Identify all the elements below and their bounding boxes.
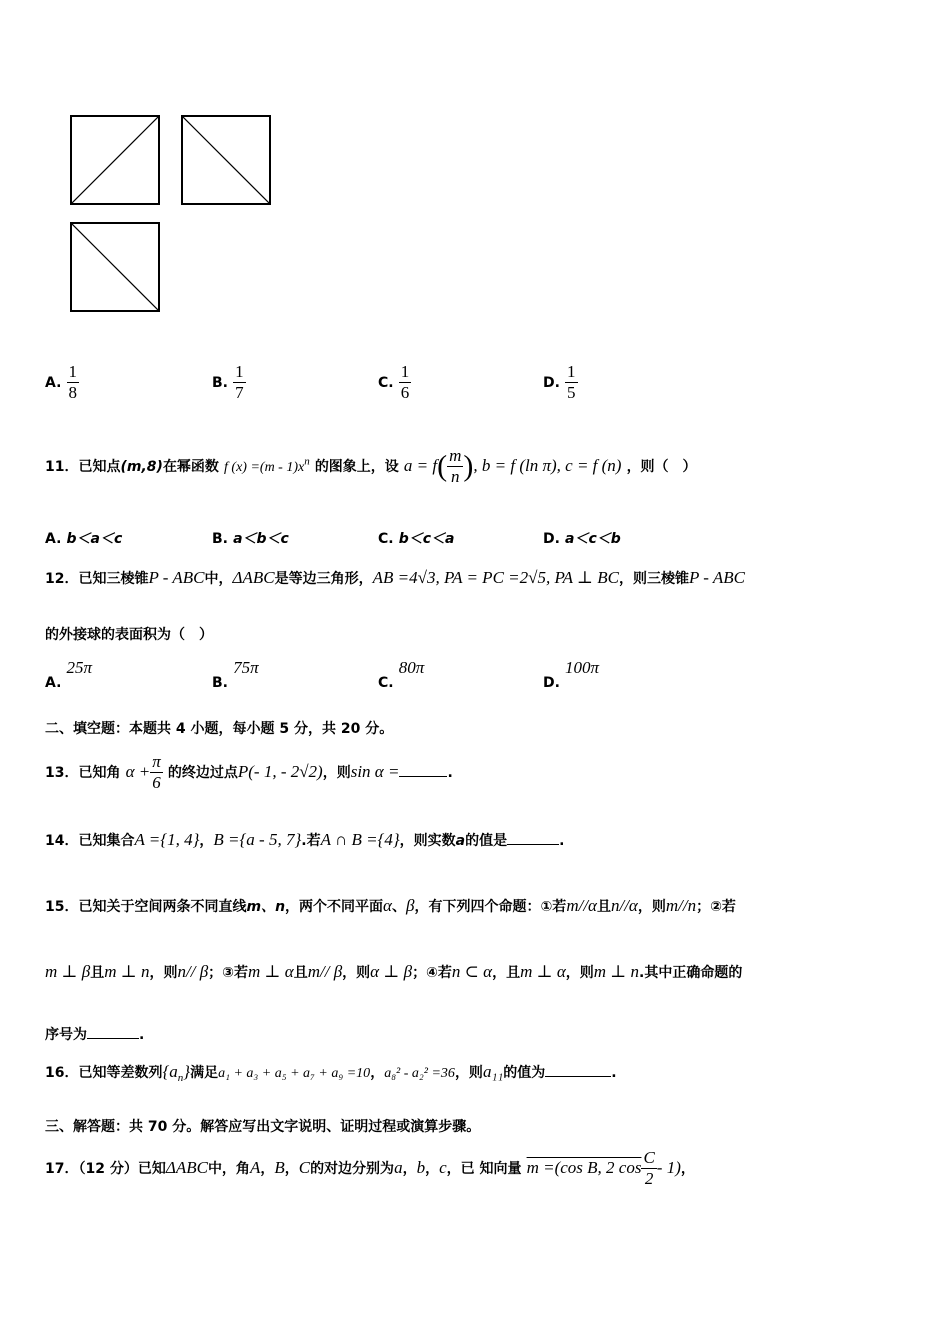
q12-option-d: D. 100π <box>543 658 600 691</box>
section-3-heading: 三、解答题：共 70 分。解答应写出文字说明、证明过程或演算步骤。 <box>45 1119 481 1135</box>
q10-option-c: C. $\frac{1}{6}$ <box>378 362 410 402</box>
q10-option-a: A. $\frac{1}{8}$ <box>45 362 78 402</box>
q17-stem: 17．（12 分）已知ΔABC中，角A，B，C的对边分别为a，b，c，已 知向量 m =(cos B, 2 cos $\frac{C}{2}$ - 1)， <box>45 1148 695 1188</box>
q10-option-b: B. $\frac{1}{7}$ <box>212 362 244 402</box>
figure-square-2 <box>181 115 271 205</box>
figure-square-1 <box>70 115 160 205</box>
q12-stem-cont: 的外接球的表面积为（ ） <box>45 627 213 643</box>
q10-option-d: D. $\frac{1}{5}$ <box>543 362 576 402</box>
section-2-heading: 二、填空题：本题共 4 小题，每小题 5 分，共 20 分。 <box>45 721 394 737</box>
q12-option-c: C. 80π <box>378 658 425 691</box>
q11-option-c: C. b＜c＜a <box>378 531 455 547</box>
q11-option-a: A. b＜a＜c <box>45 531 123 547</box>
q13-stem: 13．已知角 α + $\frac{\pi}{6}$ 的终边过点P(- 1, - 2√2)，则sin α = . <box>45 752 453 792</box>
diagonal-line <box>72 224 158 310</box>
q11-option-d: D. a＜c＜b <box>543 531 621 547</box>
figure-square-3 <box>70 222 160 312</box>
q11-stem: 11．已知点(m,8)在幂函数 f $(x) =(m - 1)x^n$ 的图象上，设 a = f( $\frac{m}{n}$ ), b = f (ln π), c = f (n) ，则（ ） <box>45 446 697 486</box>
q15-stem-3: 序号为 . <box>45 1027 145 1043</box>
q14-stem: 14．已知集合A ={1, 4}，B ={a - 5, 7}.若A ∩ B ={4}，则实数a的值是 . <box>45 830 565 849</box>
diagonal-line <box>72 117 158 203</box>
q15-stem-2: m ⊥ β且m ⊥ n，则n// β；③若m ⊥ α且m// β，则α ⊥ β；④若n ⊂ α，且m ⊥ α，则m ⊥ n.其中正确命题的 <box>45 962 743 981</box>
diagonal-line <box>183 117 269 203</box>
q12-option-b: B. 75π <box>212 658 259 691</box>
q16-stem: 16．已知等差数列$\{a_n\}$满足a₁ + a₃ + a₅ + a₇ + a₉ =10，a₈² - a₂² =36，则a₁₁的值为 . <box>45 1062 617 1085</box>
q12-option-a: A. 25π <box>45 658 93 691</box>
q12-stem: 12．已知三棱锥P - ABC中，ΔABC是等边三角形，AB =4√3, PA = PC =2√5, PA ⊥ BC，则三棱锥P - ABC <box>45 568 745 587</box>
q15-stem-1: 15．已知关于空间两条不同直线m、n，两个不同平面α、β，有下列四个命题：①若m//α且n//α，则m//n；②若 <box>45 896 736 915</box>
q11-option-b: B. a＜b＜c <box>212 531 289 547</box>
